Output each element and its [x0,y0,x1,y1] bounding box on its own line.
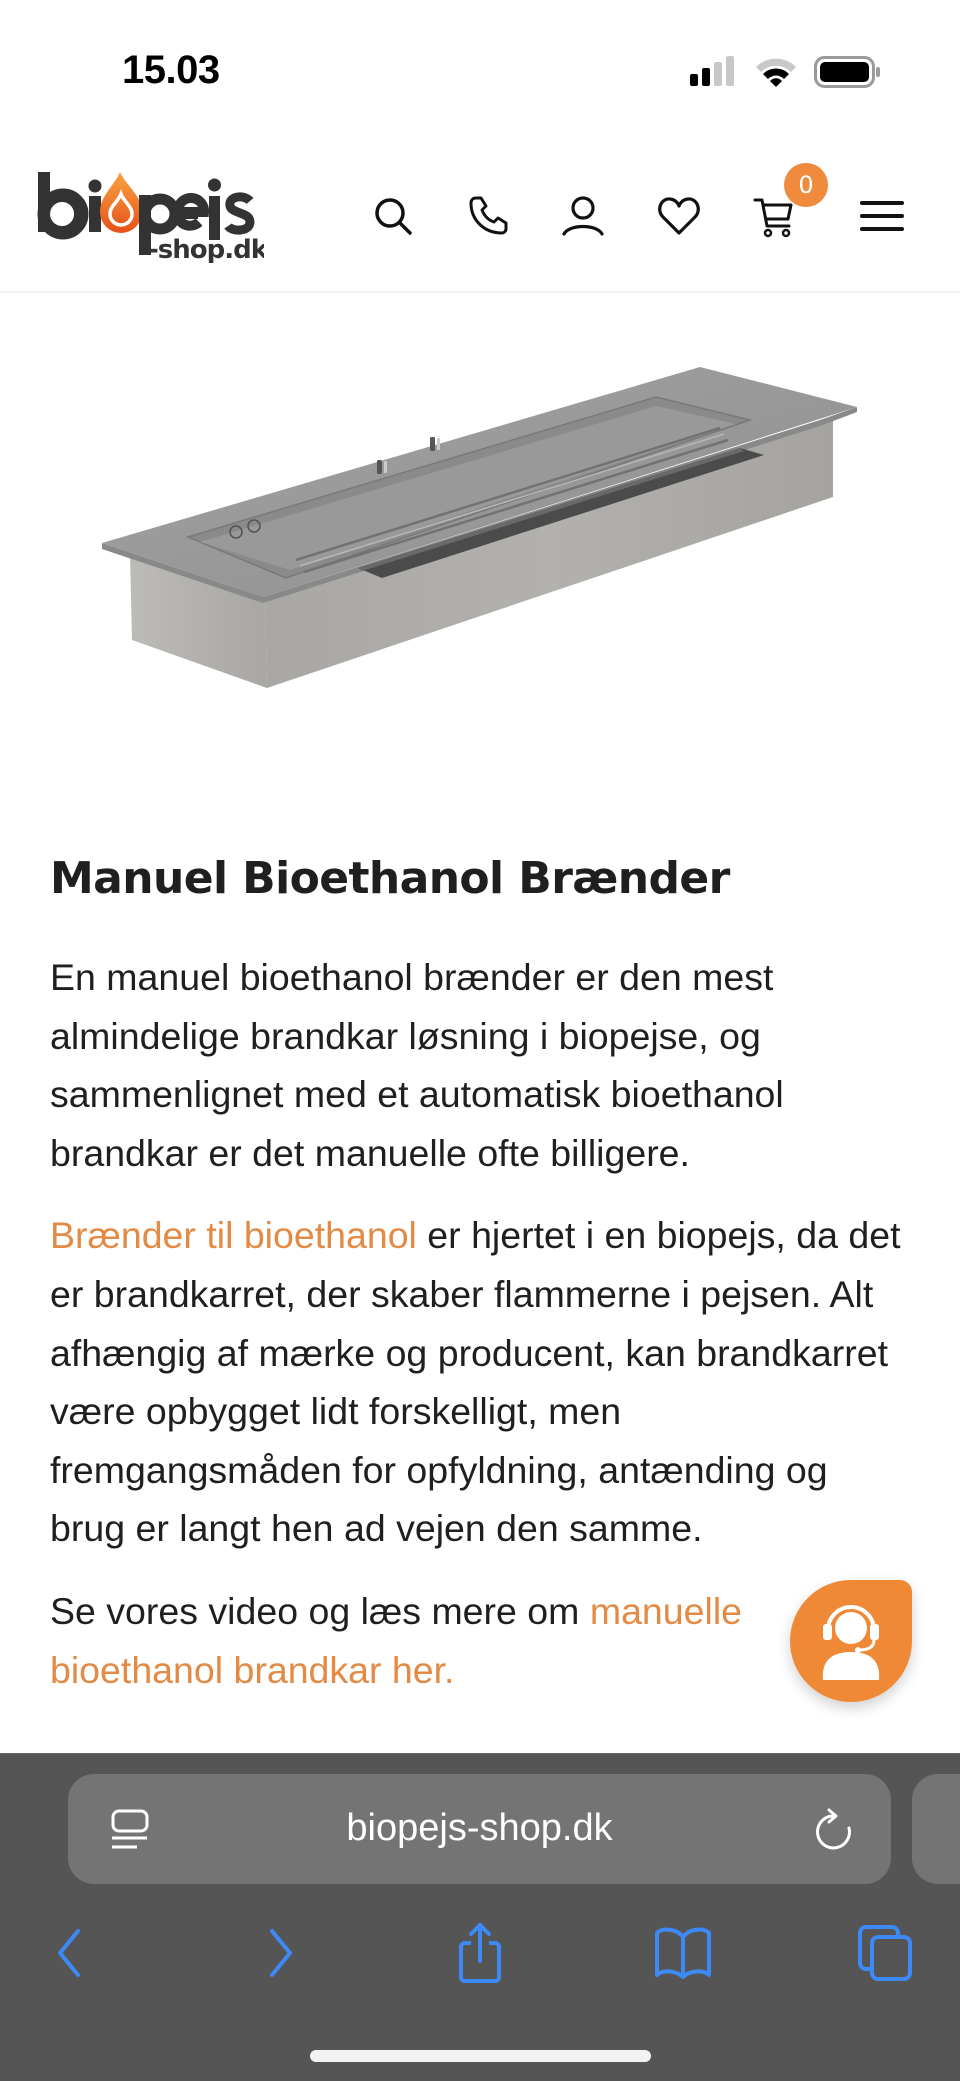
search-button[interactable] [369,192,417,240]
phone-icon [466,194,510,238]
phone-button[interactable] [464,192,512,240]
page-title: Manuel Bioethanol Brænder [50,853,730,904]
menu-icon [860,194,904,238]
cart-count-badge: 0 [784,163,828,207]
next-tab-preview[interactable] [912,1774,960,1884]
battery-icon [814,56,882,88]
menu-button[interactable] [858,192,906,240]
customer-support-chat-button[interactable] [790,1580,912,1702]
bookmarks-icon [653,1925,713,1981]
description-text: er hjertet i en biopejs, da det er brandkarret, der skaber flammerne i pejsen. Alt afhængig af mærke og producent, kan brandkarret være opbygget lidt forskelligt, men fremgangsmåden for opfyldning, antænding og brug er langt hen ad vejen den samme. [50,1214,901,1550]
wifi-icon [754,56,798,88]
tabs-button[interactable] [853,1921,917,1985]
manual-burner-link[interactable]: manuelle bioethanol brandkar her. [50,1589,743,1691]
signal-icon [690,56,738,86]
url-text[interactable]: biopejs-shop.dk [346,1807,613,1849]
customer-support-icon [811,1598,891,1684]
description-paragraph [50,1206,910,1558]
article-content [50,840,910,1699]
share-button[interactable] [448,1921,512,1985]
svg-text:-shop.dk: -shop.dk [148,235,264,263]
forward-icon [260,1925,300,1981]
reload-icon [812,1808,856,1852]
heart-icon [657,194,701,238]
site-header [0,130,960,293]
video-paragraph [50,1582,910,1699]
account-button[interactable] [559,192,607,240]
cart-icon [752,194,796,238]
status-bar [0,0,960,130]
product-image[interactable] [60,330,900,730]
user-icon [561,194,605,238]
share-icon [453,1921,507,1985]
site-logo[interactable] [34,168,264,263]
back-button[interactable] [38,1921,102,1985]
bookmarks-button[interactable] [651,1921,715,1985]
tabs-icon [856,1923,914,1983]
search-icon [371,194,415,238]
address-bar[interactable] [68,1774,891,1884]
burner-link[interactable]: Brænder til bioethanol [50,1214,417,1257]
status-time: 15.03 [122,48,220,92]
home-indicator [310,2050,651,2062]
back-icon [50,1925,90,1981]
video-text: Se vores video og læs mere om [50,1589,590,1632]
browser-toolbar [0,1753,960,2081]
forward-button[interactable] [248,1921,312,1985]
reload-button[interactable] [812,1808,856,1852]
wishlist-button[interactable] [655,192,703,240]
status-icons [688,56,883,88]
intro-paragraph: En manuel bioethanol brænder er den mest almindelige brandkar løsning i biopejse, og sammenlignet med et automatisk bioethanol brandkar er det manuelle ofte billigere. [50,956,784,1174]
